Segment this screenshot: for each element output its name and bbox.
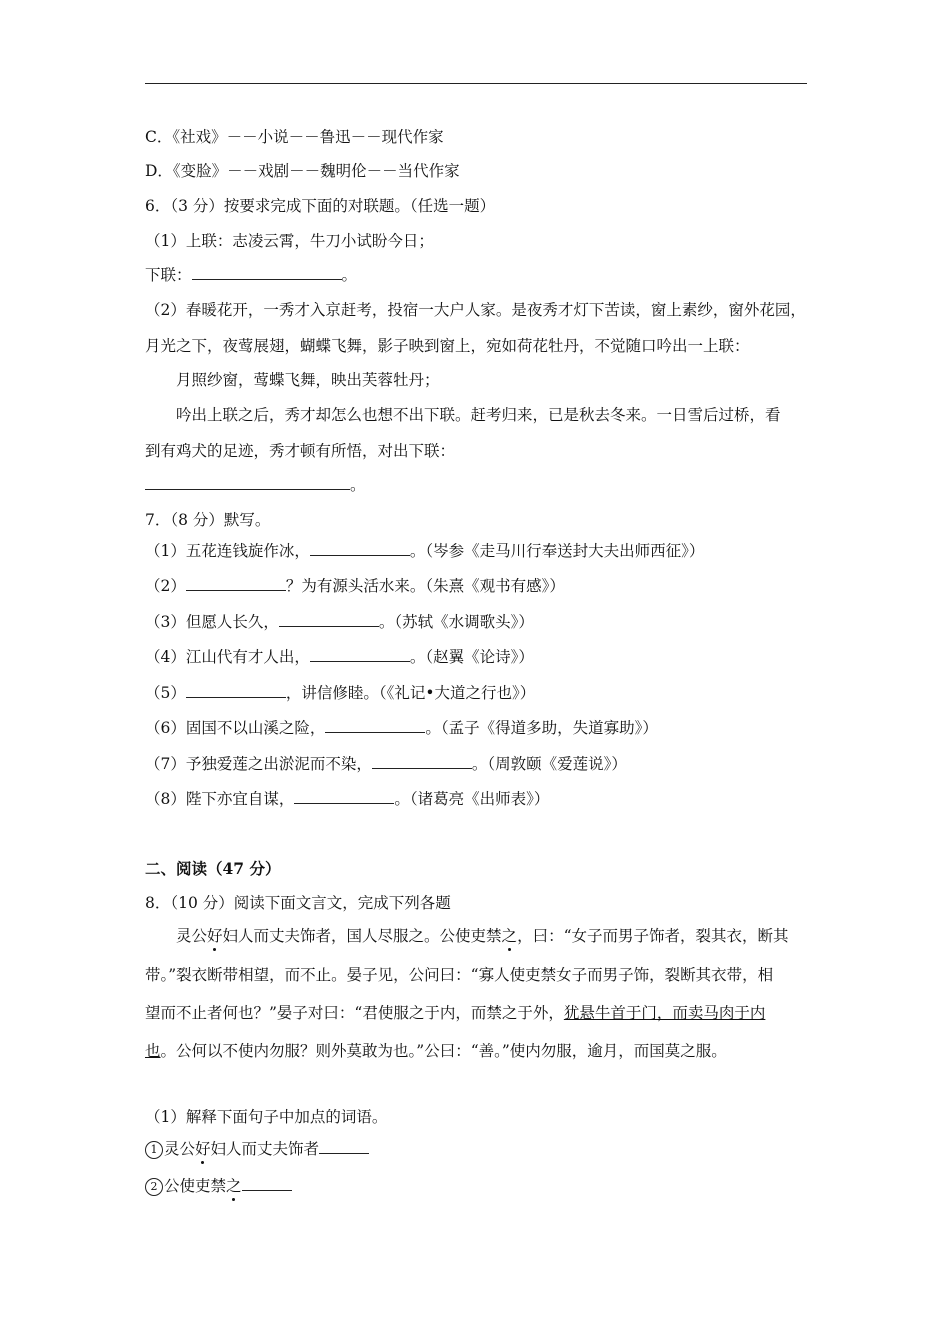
circled-number: 1 bbox=[145, 1141, 163, 1159]
text: 灵公 bbox=[176, 927, 208, 945]
q8-passage-line2: 带。”裂衣断带相望，而不止。晏子见，公问曰：“寡人使吏禁女子而男子饰，裂断其衣带，相 bbox=[145, 966, 774, 984]
text: 妇人而丈夫饰者，国人尽服之。公使吏禁 bbox=[222, 927, 502, 945]
q6-part2-answer bbox=[145, 475, 366, 495]
q8-passage-line1 bbox=[176, 926, 789, 946]
q7-item-6 bbox=[145, 718, 658, 738]
dotted-word: 之 bbox=[226, 1177, 242, 1195]
dotted-word: 好 bbox=[195, 1140, 211, 1158]
item-source: 。（孟子《得道多助，失道寡助》） bbox=[425, 719, 658, 737]
q8-header: 8．（10 分）阅读下面文言文，完成下列各题 bbox=[145, 894, 451, 912]
q7-item-2 bbox=[145, 576, 565, 596]
q6-part2-couplet: 月照纱窗，莺蝶飞舞，映出芙蓉牡丹； bbox=[176, 371, 440, 389]
answer-blank[interactable] bbox=[186, 576, 286, 591]
q7-item-3 bbox=[145, 612, 534, 632]
circled-number: 2 bbox=[145, 1178, 163, 1196]
answer-blank[interactable] bbox=[279, 612, 379, 627]
q6-header: 6．（3 分）按要求完成下面的对联题。（任选一题） bbox=[145, 197, 496, 215]
item-text: （7）予独爱莲之出淤泥而不染， bbox=[145, 755, 372, 773]
item-source: 。（岑参《走马川行奉送封大夫出师西征》） bbox=[409, 542, 705, 560]
q6-part2-line5: 到有鸡犬的足迹，秀才顿有所悟，对出下联： bbox=[145, 442, 456, 460]
q5-option-d: D．《变脸》－－戏剧－－魏明伦－－当代作家 bbox=[145, 162, 460, 180]
answer-blank[interactable] bbox=[294, 789, 394, 804]
text: 望而不止者何也？”晏子对曰：“君使服之于内，而禁之于外， bbox=[145, 1004, 564, 1022]
item-text: （4）江山代有才人出， bbox=[145, 648, 310, 666]
q6-part2-line2: 月光之下，夜莺展翅，蝴蝶飞舞，影子映到窗上，宛如荷花牡丹，不觉随口吟出一上联： bbox=[145, 337, 750, 355]
q8-sub1-item2 bbox=[145, 1176, 292, 1196]
item-text: （6）固国不以山溪之险， bbox=[145, 719, 326, 737]
text: ，曰：“女子而男子饰者，裂其衣，断其 bbox=[517, 927, 789, 945]
answer-blank[interactable] bbox=[319, 1139, 369, 1154]
item-text: （1）五花连钱旋作冰， bbox=[145, 542, 310, 560]
dotted-word: 之 bbox=[501, 927, 518, 945]
text: 。公何以不使内勿服？则外莫敢为也。”公曰：“善。”使内勿服，逾月，而国莫之服。 bbox=[160, 1042, 727, 1060]
answer-blank[interactable] bbox=[325, 718, 425, 733]
answer-blank[interactable] bbox=[192, 265, 342, 280]
q7-item-5 bbox=[145, 683, 535, 703]
q5-option-c: C．《社戏》－－小说－－鲁迅－－现代作家 bbox=[145, 128, 444, 146]
q6-part2-line4: 吟出上联之后，秀才却怎么也想不出下联。赶考归来，已是秋去冬来。一日雪后过桥，看 bbox=[176, 406, 781, 424]
answer-blank[interactable] bbox=[186, 683, 286, 698]
item-text: （8）陛下亦宜自谋， bbox=[145, 790, 295, 808]
item-source: 。（周敦颐《爱莲说》） bbox=[471, 755, 627, 773]
text: 灵公 bbox=[164, 1140, 196, 1158]
answer-blank[interactable] bbox=[310, 647, 410, 662]
item-text: （3）但愿人长久， bbox=[145, 613, 279, 631]
answer-blank[interactable] bbox=[372, 754, 472, 769]
section-title: 二、阅读（47 分） bbox=[145, 859, 281, 878]
q8-passage-line3 bbox=[145, 1003, 765, 1023]
item-source: ？为有源头活水来。（朱熹《观书有感》） bbox=[285, 577, 565, 595]
q7-item-8 bbox=[145, 789, 549, 809]
q7-header: 7．（8 分）默写。 bbox=[145, 511, 271, 529]
item-source: 。（诸葛亮《出师表》） bbox=[394, 790, 550, 808]
text: 妇人而丈夫饰者 bbox=[210, 1140, 320, 1158]
q6-part1-upper: （1）上联：志凌云霄，牛刀小试盼今日； bbox=[145, 232, 434, 250]
answer-blank[interactable] bbox=[242, 1176, 292, 1191]
item-source: 。（苏轼《水调歌头》） bbox=[378, 613, 534, 631]
q7-item-1 bbox=[145, 541, 704, 561]
item-source: ，讲信修睦。（《礼记•大道之行也》） bbox=[285, 684, 536, 702]
period: 。 bbox=[350, 476, 366, 494]
dotted-word: 好 bbox=[207, 927, 223, 945]
q7-item-7 bbox=[145, 754, 627, 774]
text: 公使吏禁 bbox=[164, 1177, 227, 1195]
item-text: （5） bbox=[145, 684, 186, 702]
underlined-sentence: 犹悬牛首于门，而卖马肉于内 bbox=[563, 1004, 766, 1022]
lower-couplet-label: 下联： bbox=[145, 266, 192, 284]
underlined-sentence: 也 bbox=[145, 1042, 161, 1060]
q8-passage-line4 bbox=[145, 1041, 727, 1061]
answer-blank[interactable] bbox=[145, 475, 350, 490]
q8-sub1-item1 bbox=[145, 1139, 369, 1159]
header-rule bbox=[145, 83, 807, 84]
item-text: （2） bbox=[145, 577, 186, 595]
q8-sub1-header: （1）解释下面句子中加点的词语。 bbox=[145, 1108, 388, 1126]
q6-part2-line1: （2）春暖花开，一秀才入京赶考，投宿一大户人家。是夜秀才灯下苦读，窗上素纱，窗外花园， bbox=[145, 301, 806, 319]
answer-blank[interactable] bbox=[310, 541, 410, 556]
period: 。 bbox=[341, 266, 358, 284]
q7-item-4 bbox=[145, 647, 534, 667]
item-source: 。（赵翼《论诗》） bbox=[409, 648, 534, 666]
q6-part1-lower bbox=[145, 265, 357, 285]
